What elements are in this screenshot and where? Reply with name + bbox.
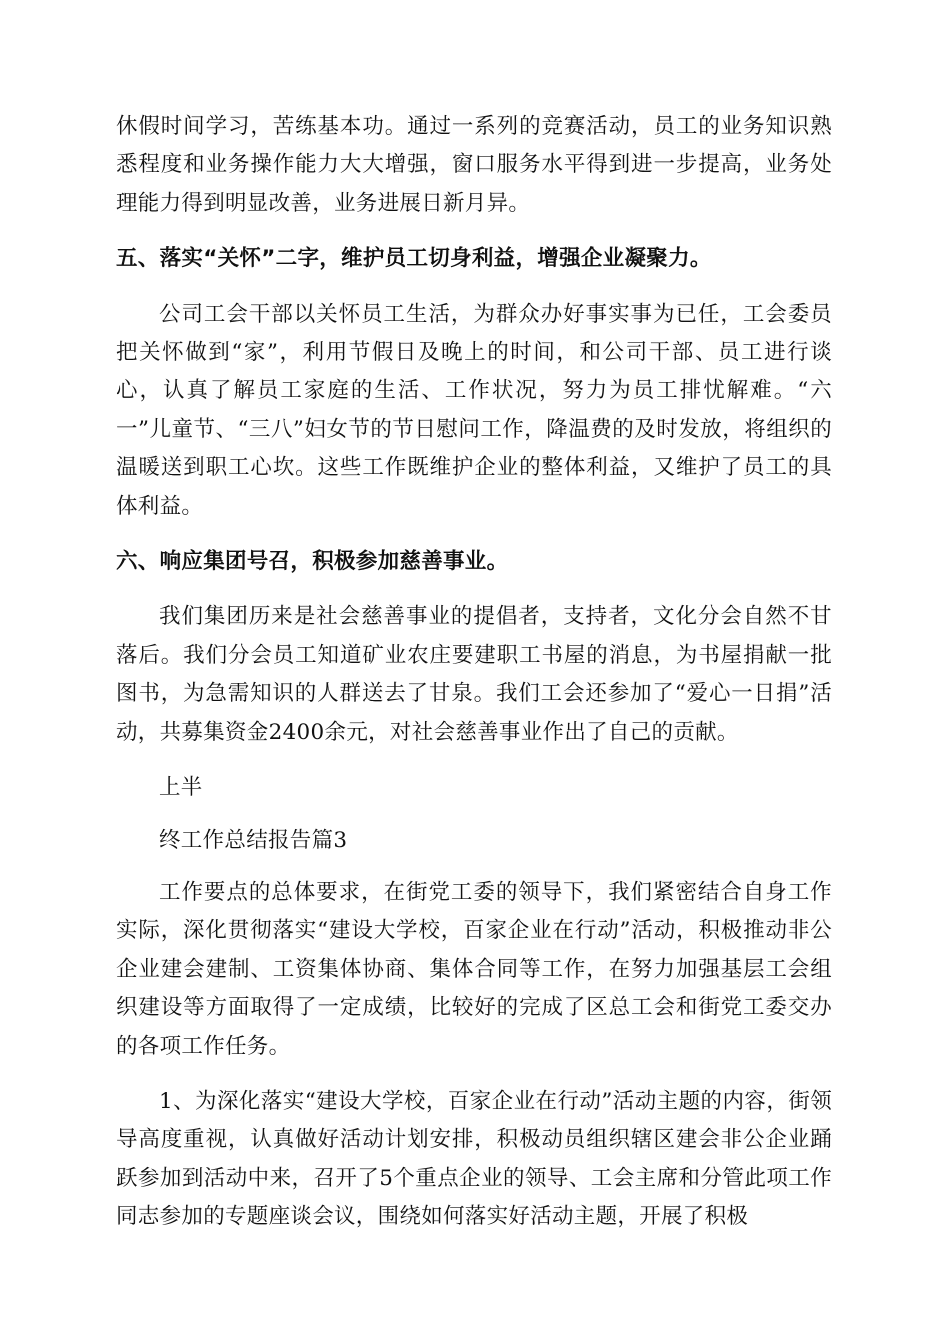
report-title-line: 终工作总结报告篇3 <box>159 827 348 853</box>
paragraph-requirements: 工作要点的总体要求，在街党工委的领导下，我们紧密结合自身工作实际，深化贯彻落实“建设大学校，百家企业在行动”活动，积极推动非公企业建会建制、工资集体协商、集体合同等工作，在努力加强基层工会组织建设等方面取得了一定成绩，比较好的完成了区总工会和街党工委交办的各项工作任务。 <box>116 879 832 1059</box>
paragraph-fragment: 上半 <box>159 775 203 801</box>
section-heading-5: 五、落实“关怀”二字，维护员工切身利益，增强企业凝聚力。 <box>116 246 712 272</box>
document-page <box>116 108 832 1237</box>
paragraph-care: 公司工会干部以关怀员工生活，为群众办好事实事为已任，工会委员把关怀做到“家”，利用节假日及晚上的时间，和公司干部、员工进行谈心，认真了解员工家庭的生活、工作状况，努力为员工排忧解难。“六一”儿童节、“三八”妇女节的节日慰问工作，降温费的及时发放，将组织的温暖送到职工心坎。这些工作既维护企业的整体利益，又维护了员工的具体利益。 <box>116 301 832 519</box>
section-heading-6: 六、响应集团号召，积极参加慈善事业。 <box>116 549 509 575</box>
paragraph-charity: 我们集团历来是社会慈善事业的提倡者，支持者，文化分会自然不甘落后。我们分会员工知道矿业农庄要建职工书屋的消息，为书屋捐献一批图书，为急需知识的人群送去了甘泉。我们工会还参加了“爱心一日捐”活动，共募集资金2400余元，对社会慈善事业作出了自己的贡献。 <box>116 604 832 745</box>
paragraph-item-1: 1、为深化落实“建设大学校，百家企业在行动”活动主题的内容，街领导高度重视，认真做好活动计划安排，积极动员组织辖区建会非公企业踊跃参加到活动中来，召开了5个重点企业的领导、工会主席和分管此项工作同志参加的专题座谈会议，围绕如何落实好活动主题，开展了积极 <box>116 1088 832 1230</box>
paragraph-continued: 休假时间学习，苦练基本功。通过一系列的竞赛活动，员工的业务知识熟悉程度和业务操作能力大大增强，窗口服务水平得到进一步提高，业务处理能力得到明显改善，业务进展日新月异。 <box>116 114 832 216</box>
